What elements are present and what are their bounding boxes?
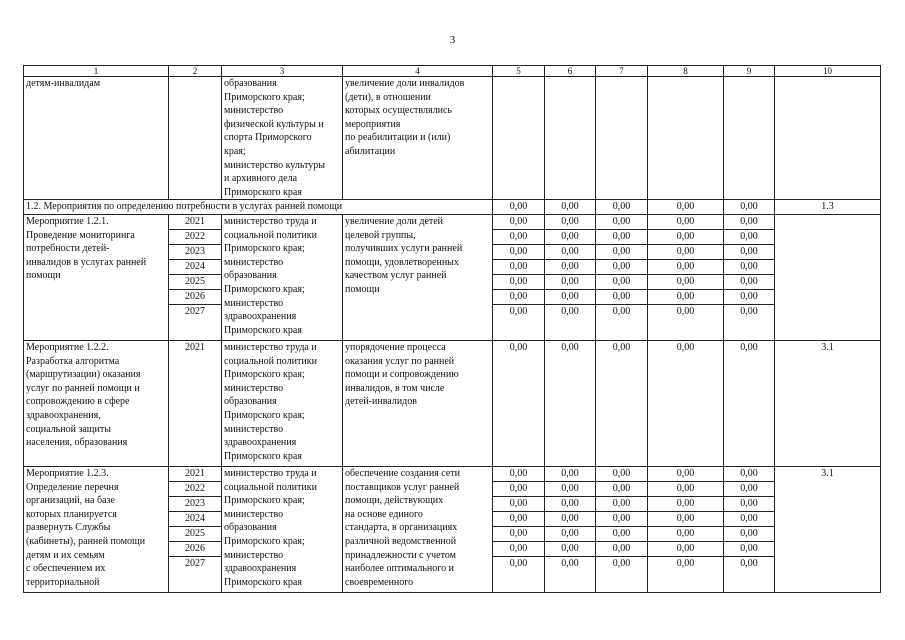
activity-cell: Мероприятие 1.2.1. Проведение мониторинга потребности детей- инвалидов в услугах ранней помощи <box>24 214 169 340</box>
value-column: 0,00 0,00 0,00 0,00 0,00 0,00 0,00 <box>724 466 775 592</box>
table-row <box>24 214 881 340</box>
table-row <box>24 77 881 200</box>
program-table <box>23 65 881 593</box>
year-cell: 2021 <box>169 340 222 466</box>
page-number: 3 <box>449 34 456 46</box>
table-row <box>24 466 881 592</box>
reference-cell: 1.3 <box>775 200 881 215</box>
value-cell: 0,00 <box>724 340 775 466</box>
col-number: 5 <box>493 66 545 77</box>
executor-cell: министерство труда и социальной политики Приморского края; министерство образования Приморского края; министерство здравоохранения Приморского края <box>222 214 343 340</box>
value-column: 0,00 0,00 0,00 0,00 0,00 0,00 0,00 <box>724 214 775 340</box>
result-cell: упорядочение процесса оказания услуг по ранней помощи и сопровождению инвалидов, в том числе детей-инвалидов <box>343 340 493 466</box>
executor-cell: министерство труда и социальной политики Приморского края; министерство образования Приморского края; министерство здравоохранения Приморского края <box>222 340 343 466</box>
col-number: 7 <box>596 66 648 77</box>
value-cell: 0,00 <box>493 340 545 466</box>
executor-cell: образования Приморского края; министерство физической культуры и спорта Приморского края; министерство культуры и архивного дела Приморского края <box>222 77 343 200</box>
activity-cell: Мероприятие 1.2.3. Определение перечня организаций, на базе которых планируется развернуть Службы (кабинеты), ранней помощи детям и их семьям с обеспечением их территориальной <box>24 466 169 592</box>
value-column: 0,00 0,00 0,00 0,00 0,00 0,00 0,00 <box>493 466 545 592</box>
reference-cell: 3.1 <box>775 340 881 466</box>
years-cell: 2021 2022 2023 2024 2025 2026 2027 <box>169 466 222 592</box>
col-number: 9 <box>724 66 775 77</box>
reference-cell: 3.1 <box>775 466 881 592</box>
value-cell: 0,00 <box>596 340 648 466</box>
col-number: 3 <box>222 66 343 77</box>
value-column: 0,00 0,00 0,00 0,00 0,00 0,00 0,00 <box>545 214 596 340</box>
section-row <box>24 200 881 215</box>
col-number: 1 <box>24 66 169 77</box>
value-cell: 0,00 <box>493 200 545 215</box>
activity-cell: Мероприятие 1.2.2. Разработка алгоритма (маршрутизации) оказания услуг по ранней помощи и сопровождению в сфере здравоохранения, социальной защиты населения, образования <box>24 340 169 466</box>
col-number: 6 <box>545 66 596 77</box>
value-column: 0,00 0,00 0,00 0,00 0,00 0,00 0,00 <box>596 466 648 592</box>
col-number: 8 <box>648 66 724 77</box>
result-cell: увеличение доли инвалидов (дети), в отношении которых осуществлялись мероприятия по реабилитации и (или) абилитации <box>343 77 493 200</box>
col-number: 10 <box>775 66 881 77</box>
activity-cell: детям-инвалидам <box>24 77 169 200</box>
reference-cell <box>775 214 881 340</box>
value-column: 0,00 0,00 0,00 0,00 0,00 0,00 0,00 <box>648 466 724 592</box>
value-cell: 0,00 <box>545 340 596 466</box>
value-column: 0,00 0,00 0,00 0,00 0,00 0,00 0,00 <box>545 466 596 592</box>
result-cell: обеспечение создания сети поставщиков услуг ранней помощи, действующих на основе единого стандарта, в организациях различной ведомственной принадлежности с учетом наиболее оптимального и своевременного <box>343 466 493 592</box>
value-cell: 0,00 <box>724 200 775 215</box>
value-cell: 0,00 <box>596 200 648 215</box>
value-cell: 0,00 <box>648 340 724 466</box>
col-number: 4 <box>343 66 493 77</box>
value-column: 0,00 0,00 0,00 0,00 0,00 0,00 0,00 <box>596 214 648 340</box>
col-number: 2 <box>169 66 222 77</box>
column-number-row <box>24 66 881 77</box>
result-cell: увеличение доли детей целевой группы, получивших услуги ранней помощи, удовлетворенных качеством услуг ранней помощи <box>343 214 493 340</box>
section-title: 1.2. Мероприятия по определению потребности в услугах ранней помощи <box>24 200 493 215</box>
value-column: 0,00 0,00 0,00 0,00 0,00 0,00 0,00 <box>493 214 545 340</box>
table-row <box>24 340 881 466</box>
value-cell: 0,00 <box>545 200 596 215</box>
years-cell: 2021 2022 2023 2024 2025 2026 2027 <box>169 214 222 340</box>
value-cell: 0,00 <box>648 200 724 215</box>
value-column: 0,00 0,00 0,00 0,00 0,00 0,00 0,00 <box>648 214 724 340</box>
executor-cell: министерство труда и социальной политики Приморского края; министерство образования Приморского края; министерство здравоохранения Приморского края <box>222 466 343 592</box>
